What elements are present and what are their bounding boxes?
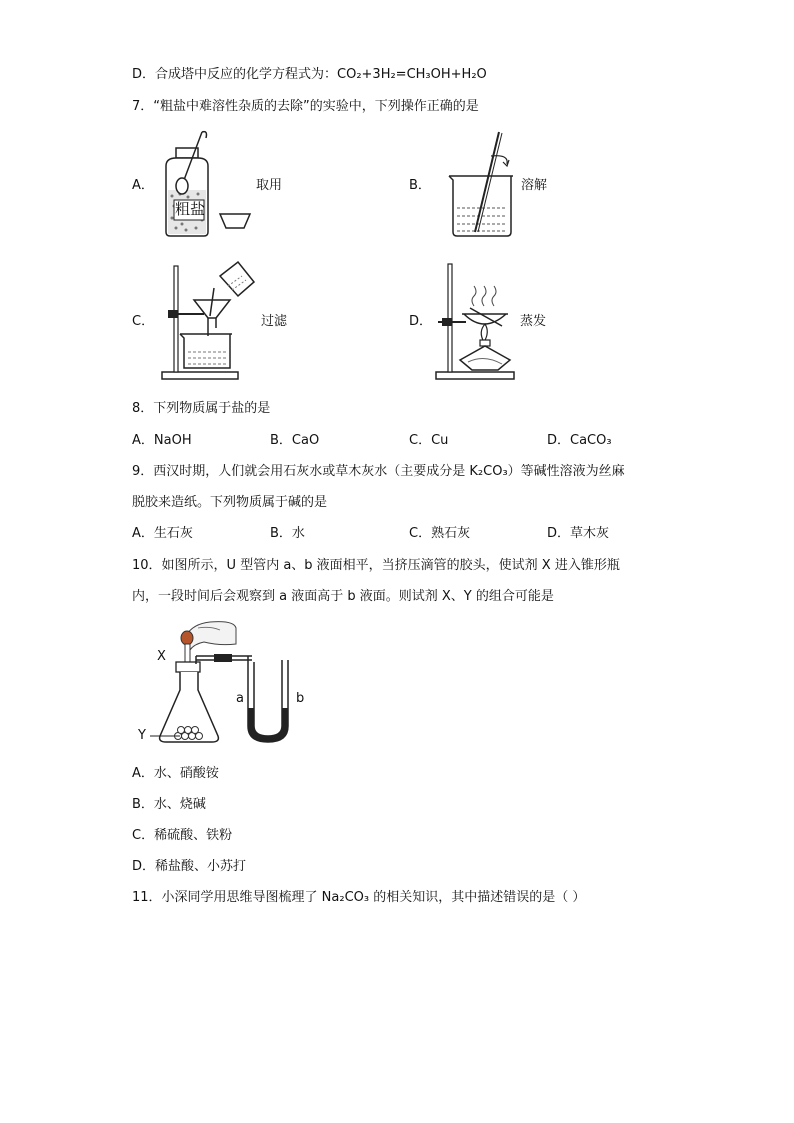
q8-stem: 8．下列物质属于盐的是	[132, 401, 271, 416]
evaporation-setup-figure	[432, 262, 522, 382]
q6-option-d: D．合成塔中反应的化学方程式为：CO₂+3H₂=CH₃OH+H₂O	[132, 67, 487, 82]
q7-option-d-letter: D．	[409, 314, 433, 329]
q8-option-c: C．Cu	[409, 433, 449, 448]
q7-option-a-caption: 取用	[256, 178, 283, 193]
q8-option-b: B．CaO	[270, 433, 320, 448]
u-tube-flask-figure	[150, 618, 310, 750]
q7-option-a-letter: A．	[132, 178, 154, 193]
q9-option-b: B．水	[270, 526, 305, 541]
q7-option-c-caption: 过滤	[261, 314, 288, 329]
q11-stem: 11．小深同学用思维导图梳理了 Na₂CO₃ 的相关知识，其中描述错误的是（ ）	[132, 890, 586, 905]
label-y-leader	[150, 733, 182, 739]
q8-options	[132, 432, 692, 450]
q10-stem-line2: 内，一段时间后会观察到 a 液面高于 b 液面。则试剂 X、Y 的组合可能是	[132, 589, 554, 604]
q7-option-b-caption: 溶解	[521, 178, 548, 193]
q9-option-d: D．草木灰	[547, 526, 610, 541]
salt-jar-label: 粗盐	[175, 200, 206, 218]
q7-option-b-letter: B．	[409, 178, 431, 193]
q7-option-d-caption: 蒸发	[520, 314, 547, 329]
q10-option-d: D．稀盐酸、小苏打	[132, 859, 247, 874]
beaker-dissolve-figure	[443, 128, 523, 240]
filtration-setup-figure	[158, 258, 258, 382]
q10-stem-line1: 10．如图所示，U 型管内 a、b 液面相平，当挤压滴管的胶头，使试剂 X 进入锥形瓶	[132, 558, 620, 573]
reagent-jar-figure	[158, 128, 253, 240]
label-x: X	[157, 649, 166, 664]
q9-stem-line2: 脱胶来造纸。下列物质属于碱的是	[132, 495, 328, 510]
q7-stem: 7．“粗盐中难溶性杂质的去除”的实验中，下列操作正确的是	[132, 99, 479, 114]
q7-option-c-letter: C．	[132, 314, 155, 329]
q10-option-a: A．水、硝酸铵	[132, 766, 219, 781]
q9-stem-line1: 9．西汉时期，人们就会用石灰水或草木灰水（主要成分是 K₂CO₃）等碱性溶液为丝麻	[132, 464, 625, 479]
label-y: Y	[138, 728, 146, 743]
q10-option-b: B．水、烧碱	[132, 797, 206, 812]
q9-options	[132, 525, 692, 543]
q10-option-c: C．稀硫酸、铁粉	[132, 828, 233, 843]
q9-option-a: A．生石灰	[132, 526, 193, 541]
q8-option-a: A．NaOH	[132, 433, 192, 448]
q8-option-d: D．CaCO₃	[547, 433, 612, 448]
label-a: a	[236, 691, 244, 706]
label-b: b	[296, 691, 305, 706]
q9-option-c: C．熟石灰	[409, 526, 471, 541]
